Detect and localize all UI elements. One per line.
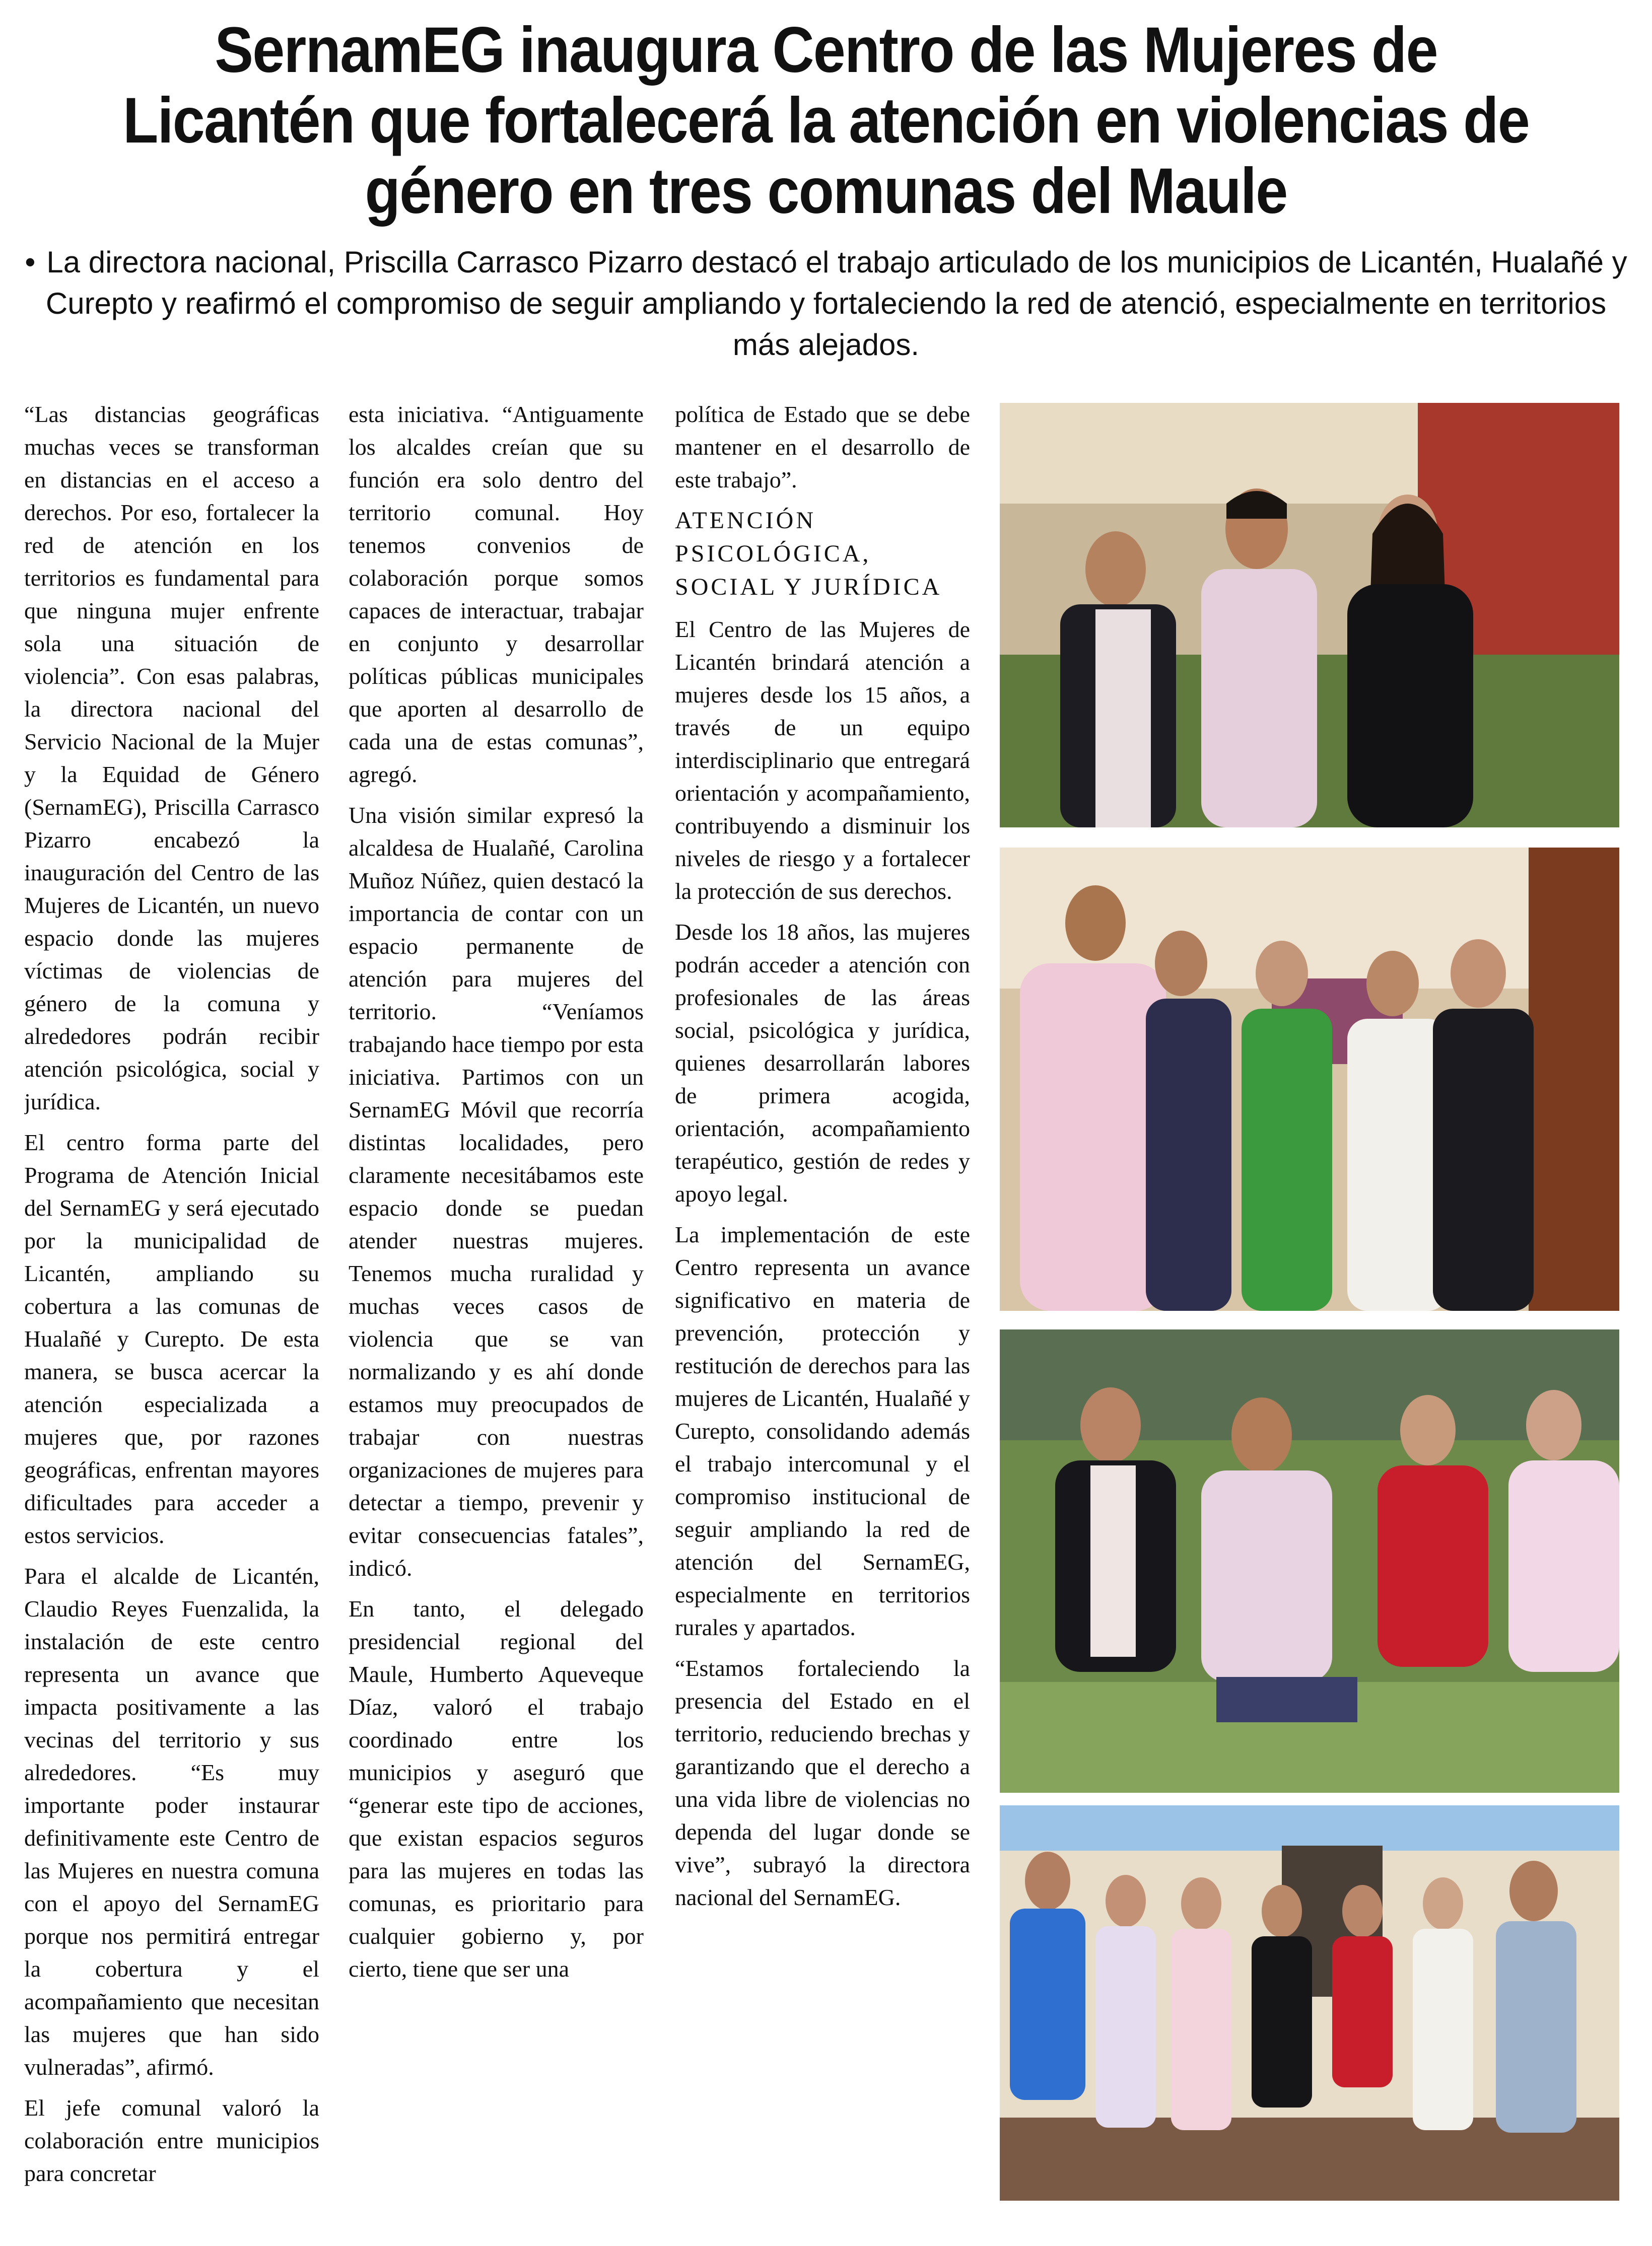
lead-text: La directora nacional, Priscilla Carrasco Pizarro destacó el trabajo articulado de los municipios de Licantén, Hualañé y Curepto y reafirmó el compromiso de seguir ampliando y fortaleciendo la red de atenció, especialmente en territorios más alejados. — [45, 245, 1627, 362]
section-subhead: ATENCIÓN PSICOLÓGICA, SOCIAL Y JURÍDICA — [675, 507, 942, 600]
paragraph: El Centro de las Mujeres de Licantén brindará atención a mujeres desde los 15 años, a través de un equipo interdisciplinario que entregará orientación y acompañamiento, contribuyendo a disminuir los niveles de riesgo y a fortalecer la protección de sus derechos. — [675, 616, 970, 904]
lead-paragraph — [20, 242, 1632, 366]
headline: SernamEG inaugura Centro de las Mujeres de Licantén que fortalecerá la atención en violencias de género en tres comunas del Maule — [123, 14, 1529, 227]
paragraph: esta iniciativa. “Antiguamente los alcaldes creían que su función era solo dentro del territorio comunal. Hoy tenemos convenios de colaboración porque somos capaces de interactuar, trabajar en conjunto y desarrollar políticas públicas municipales que aporten al desarrollo de cada una de estas comunas”, agregó. — [349, 401, 644, 787]
photo-2-ribbon-group — [1000, 848, 1619, 1311]
paragraph: En tanto, el delegado presidencial regional del Maule, Humberto Aqueveque Díaz, valoró el trabajo coordinado entre los municipios y aseguró que “generar este tipo de acciones, que existan espacios seguros para las mujeres en todas las comunas, es prioritario para cualquier gobierno y, por cierto, tiene que ser una — [349, 1596, 644, 1982]
paragraph: “Las distancias geográficas muchas veces se transforman en distancias en el acceso a derechos. Por eso, fortalecer la red de atención en los territorios es fundamental para que ninguna mujer enfrente sola una situación de violencia”. Con esas palabras, la directora nacional del Servicio Nacional de la Mujer y la Equidad de Género (SernamEG), Priscilla Carrasco Pizarro encabezó la inauguración del Centro de las Mujeres de Licantén, un nuevo espacio donde las mujeres víctimas de violencias de género de la comuna y alrededores podrán recibir atención psicológica, social y jurídica. — [24, 401, 319, 1114]
photo-1-group-portrait — [1000, 403, 1619, 827]
paragraph: Una visión similar expresó la alcaldesa de Hualañé, Carolina Muñoz Núñez, quien destacó la importancia de contar con un espacio permanente de atención para mujeres del territorio. “Veníamos trabajando hace tiempo por esta iniciativa. Partimos con un SernamEG Móvil que recorría distintas localidades, pero claramente necesitábamos este espacio donde se puedan atender nuestras mujeres. Tenemos mucha ruralidad y muchas veces casos de violencia que se van normalizando y es ahí donde estamos muy preocupados de trabajar con nuestras organizaciones de mujeres para detectar a tiempo, prevenir y evitar consecuencias fatales”, indicó. — [349, 802, 644, 1581]
paragraph: política de Estado que se debe mantener en el desarrollo de este trabajo”. — [675, 401, 970, 493]
photo-4-team-standing — [1000, 1805, 1619, 2201]
article-column-1 — [24, 398, 319, 2221]
paragraph: El jefe comunal valoró la colaboración entre municipios para concretar — [24, 2095, 319, 2186]
article-column-3 — [675, 398, 970, 2221]
lead-bullet: • — [25, 245, 36, 279]
paragraph: Para el alcalde de Licantén, Claudio Reyes Fuenzalida, la instalación de este centro representa un avance que impacta positivamente a las vecinas del territorio y sus alrededores. “Es muy importante poder instaurar definitivamente este Centro de las Mujeres en nuestra comuna con el apoyo del SernamEG porque nos permitirá entregar la cobertura y el acompañamiento que necesitan las mujeres que han sido vulneradas”, afirmó. — [24, 1563, 319, 2080]
photo-3-seated-audience — [1000, 1329, 1619, 1793]
paragraph: El centro forma parte del Programa de Atención Inicial del SernamEG y será ejecutado por la municipalidad de Licantén, ampliando su cobertura a las comunas de Hualañé y Curepto. De esta manera, se busca acercar la atención especializada a mujeres que, por razones geográficas, enfrentan mayores dificultades para acceder a estos servicios. — [24, 1130, 319, 1548]
paragraph: Desde los 18 años, las mujeres podrán acceder a atención con profesionales de las áreas social, psicológica y jurídica, quienes desarrollarán labores de primera acogida, orientación, acompañamiento terapéutico, gestión de redes y apoyo legal. — [675, 919, 970, 1207]
article-column-2 — [349, 398, 644, 2221]
paragraph: La implementación de este Centro representa un avance significativo en materia de prevención, protección y restitución de derechos para las mujeres de Licantén, Hualañé y Curepto, consolidando además el trabajo intercomunal y el compromiso institucional de seguir ampliando la red de atención del SernamEG, especialmente en territorios rurales y apartados. — [675, 1222, 970, 1640]
paragraph: “Estamos fortaleciendo la presencia del Estado en el territorio, reduciendo brechas y garantizando que el derecho a una vida libre de violencias no dependa del lugar donde se vive”, subrayó la directora nacional del SernamEG. — [675, 1655, 970, 1910]
